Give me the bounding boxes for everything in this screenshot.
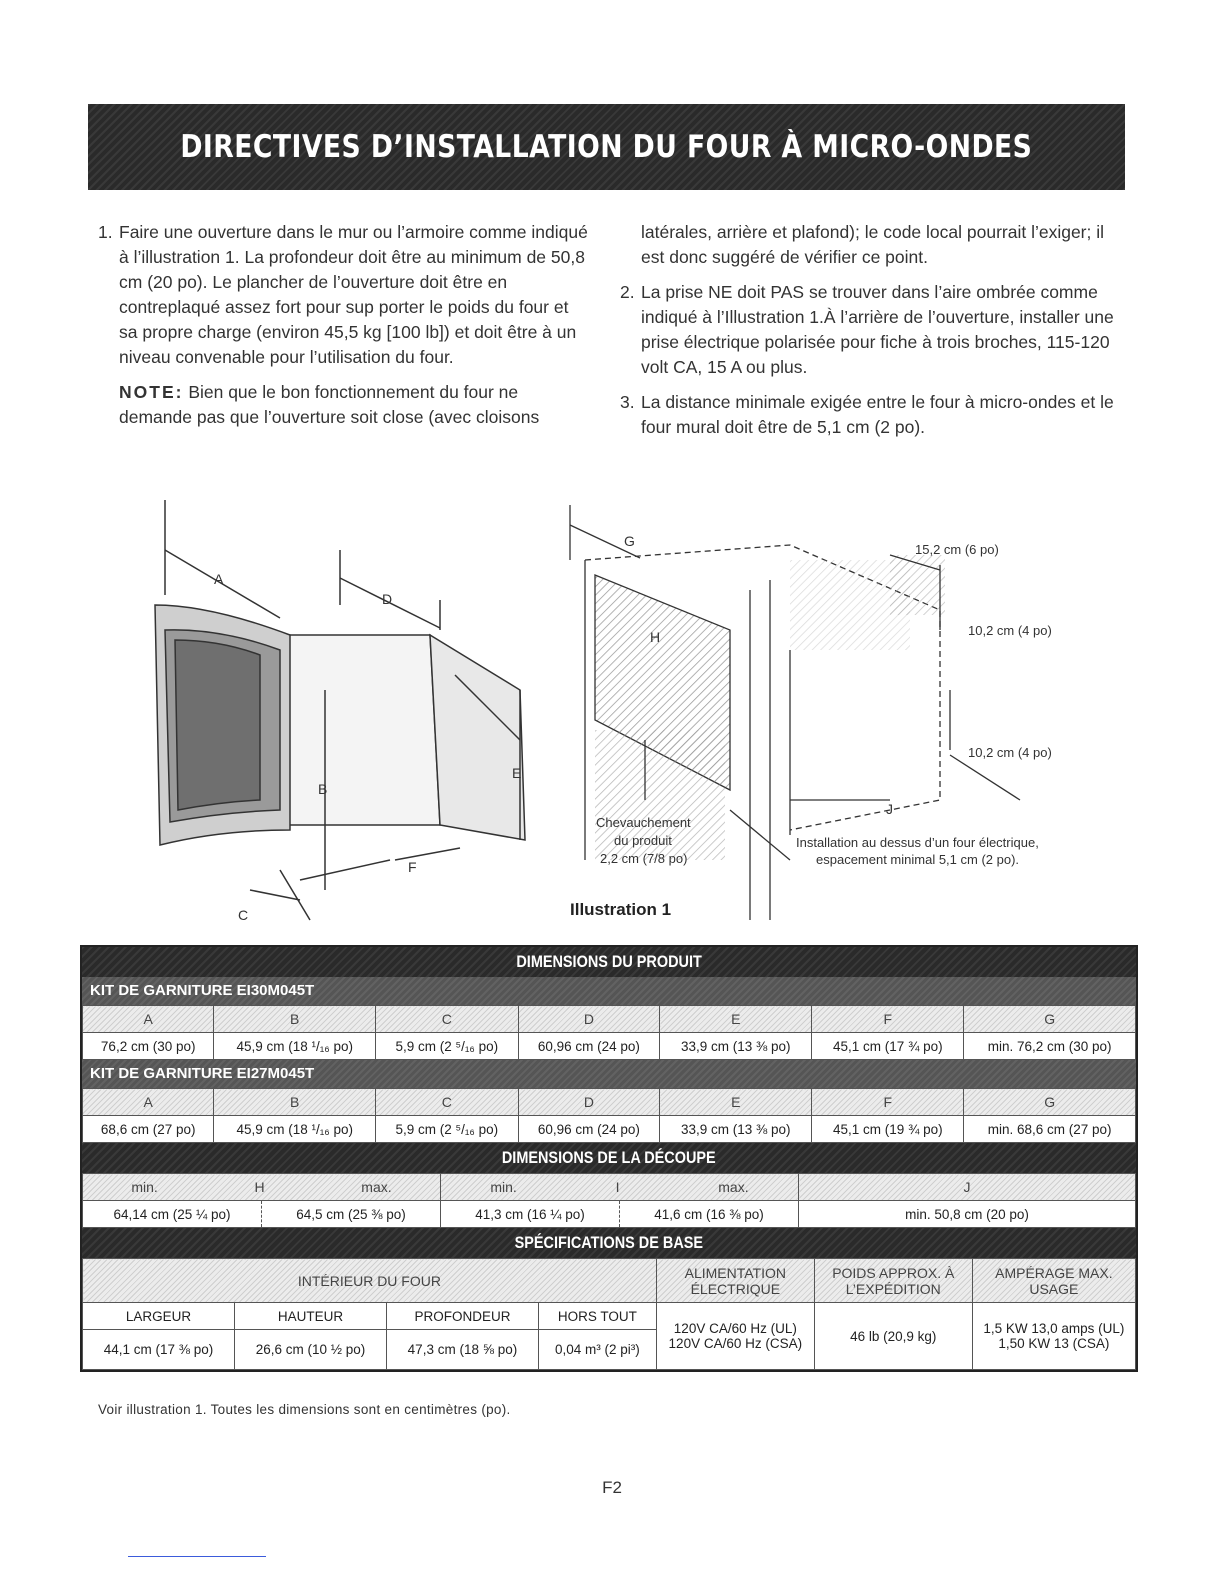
- col-header: HAUTEUR: [234, 1303, 386, 1330]
- note-label: NOTE:: [119, 382, 184, 402]
- kit-header: KIT DE GARNITURE EI27M045T: [82, 1060, 1136, 1088]
- kit-2-table: [82, 1088, 1136, 1143]
- installation-illustration: [130, 500, 1090, 930]
- table-cell: 64,5 cm (25 ⅜ po): [262, 1201, 441, 1228]
- dim-mid-label: 10,2 cm (4 po): [968, 623, 1052, 638]
- table-cell: 44,1 cm (17 ⅜ po): [83, 1330, 235, 1370]
- col-header: D: [518, 1006, 660, 1033]
- oven-drawing: [155, 500, 525, 920]
- kit-header: KIT DE GARNITURE EI30M045T: [82, 977, 1136, 1005]
- section-header-product-dims: DIMENSIONS DU PRODUIT: [82, 947, 1136, 977]
- specifications-table: [80, 945, 1138, 1372]
- col-header: E: [660, 1006, 812, 1033]
- col-header: C: [376, 1089, 519, 1116]
- link-underline: [128, 1556, 266, 1557]
- section-header-cutout-dims: DIMENSIONS DE LA DÉCOUPE: [82, 1143, 1136, 1173]
- title-banner: [88, 104, 1125, 190]
- col-header: A: [83, 1006, 214, 1033]
- table-cell: 64,14 cm (25 ¼ po): [83, 1201, 262, 1228]
- table-cell: 5,9 cm (2 ⁵/₁₆ po): [376, 1033, 519, 1060]
- weight-value: 46 lb (20,9 kg): [814, 1303, 972, 1370]
- page-title: DIRECTIVES D’INSTALLATION DU FOUR À MICRO-ONDES: [180, 129, 1033, 165]
- col-header: F: [812, 1089, 964, 1116]
- table-cell: 33,9 cm (13 ⅜ po): [660, 1033, 812, 1060]
- col-header: B: [214, 1089, 376, 1116]
- table-cell: 41,3 cm (16 ¼ po): [441, 1201, 620, 1228]
- instructions-right-column: [620, 220, 1128, 450]
- instructions-left-column: [98, 220, 588, 430]
- note-text: Bien que le bon fonctionnement du four ne demande pas que l’ouverture soit close (avec cloisons: [119, 382, 540, 427]
- col-header-j: J: [799, 1174, 1136, 1201]
- install-label-1: Installation au dessus d’un four électrique,: [796, 835, 1039, 850]
- col-header: E: [660, 1089, 812, 1116]
- table-cell: 5,9 cm (2 ⁵/₁₆ po): [376, 1116, 519, 1143]
- col-header-h: min. H max.: [83, 1174, 441, 1201]
- table-cell: 60,96 cm (24 po): [518, 1116, 660, 1143]
- table-cell: min. 76,2 cm (30 po): [964, 1033, 1136, 1060]
- label-e: E: [512, 765, 522, 781]
- item-number: 2.: [620, 282, 635, 302]
- col-header: LARGEUR: [83, 1303, 235, 1330]
- col-header: B: [214, 1006, 376, 1033]
- table-cell: 41,6 cm (16 ⅜ po): [620, 1201, 799, 1228]
- kit-1-table: [82, 1005, 1136, 1060]
- item-text: La distance minimale exigée entre le four à micro-ondes et le four mural doit être de 5,1 cm (2 po).: [641, 392, 1114, 437]
- weight-header: POIDS APPROX. À L’EXPÉDITION: [814, 1259, 972, 1303]
- table-cell: 26,6 cm (10 ½ po): [234, 1330, 386, 1370]
- note-continuation: latérales, arrière et plafond); le code local pourrait l’exiger; il est donc suggéré de vérifier ce point.: [641, 222, 1105, 267]
- amperage-header: AMPÉRAGE MAX. USAGE: [972, 1259, 1135, 1303]
- install-label-2: espacement minimal 5,1 cm (2 po).: [816, 852, 1020, 867]
- table-cell: min. 68,6 cm (27 po): [964, 1116, 1136, 1143]
- table-cell: 47,3 cm (18 ⅝ po): [386, 1330, 538, 1370]
- label-b: B: [318, 781, 328, 797]
- label-d: D: [382, 591, 393, 607]
- col-header: C: [376, 1006, 519, 1033]
- dim-top-label: 15,2 cm (6 po): [915, 542, 999, 557]
- table-cell: 45,9 cm (18 ¹/₁₆ po): [214, 1033, 376, 1060]
- label-a: A: [214, 571, 224, 587]
- section-header-base-specs: SPÉCIFICATIONS DE BASE: [82, 1228, 1136, 1258]
- table-cell: 45,1 cm (17 ¾ po): [812, 1033, 964, 1060]
- item-number: 1.: [98, 222, 113, 242]
- base-specs-table: [82, 1258, 1136, 1370]
- item-number: 3.: [620, 392, 635, 412]
- col-header: G: [964, 1089, 1136, 1116]
- table-cell: 0,04 m³ (2 pi³): [538, 1330, 656, 1370]
- instruction-item-2: [620, 280, 1128, 380]
- table-cell: 68,6 cm (27 po): [83, 1116, 214, 1143]
- item-text: La prise NE doit PAS se trouver dans l’aire ombrée comme indiqué à l’Illustration 1.À l’arrière de l’ouverture, installer une prise électrique polarisée pour fiche à trois broches, 115-120 volt CA, 15 A ou plus.: [641, 282, 1114, 377]
- table-cell: 60,96 cm (24 po): [518, 1033, 660, 1060]
- col-header: A: [83, 1089, 214, 1116]
- col-header-i: min. I max.: [441, 1174, 799, 1201]
- amperage-value: 1,5 KW 13,0 amps (UL) 1,50 KW 13 (CSA): [972, 1303, 1135, 1370]
- footnote: Voir illustration 1. Toutes les dimensions sont en centimètres (po).: [98, 1402, 511, 1417]
- cutout-table: [82, 1173, 1136, 1228]
- col-header: PROFONDEUR: [386, 1303, 538, 1330]
- label-f: F: [408, 859, 417, 875]
- power-value: 120V CA/60 Hz (UL) 120V CA/60 Hz (CSA): [656, 1303, 814, 1370]
- label-h: H: [650, 629, 661, 645]
- label-c: C: [238, 907, 249, 923]
- figure-caption: Illustration 1: [570, 900, 672, 919]
- overlap-label-3: 2,2 cm (7/8 po): [600, 851, 688, 866]
- dim-low-label: 10,2 cm (4 po): [968, 745, 1052, 760]
- col-header: F: [812, 1006, 964, 1033]
- table-cell: 33,9 cm (13 ⅜ po): [660, 1116, 812, 1143]
- instruction-item-3: [620, 390, 1128, 440]
- table-cell: 45,9 cm (18 ¹/₁₆ po): [214, 1116, 376, 1143]
- interior-header: INTÉRIEUR DU FOUR: [83, 1259, 657, 1303]
- col-header: D: [518, 1089, 660, 1116]
- col-header: G: [964, 1006, 1136, 1033]
- note: [98, 380, 588, 430]
- overlap-label-2: du produit: [614, 833, 672, 848]
- col-header: HORS TOUT: [538, 1303, 656, 1330]
- label-j: J: [886, 801, 893, 817]
- instruction-item-1: [98, 220, 588, 370]
- label-g: G: [624, 533, 635, 549]
- page-number: F2: [602, 1478, 622, 1497]
- table-cell: 45,1 cm (19 ¾ po): [812, 1116, 964, 1143]
- overlap-label-1: Chevauchement: [596, 815, 691, 830]
- table-cell: 76,2 cm (30 po): [83, 1033, 214, 1060]
- power-header: ALIMENTATION ÉLECTRIQUE: [656, 1259, 814, 1303]
- item-text: Faire une ouverture dans le mur ou l’armoire comme indiqué à l’illustration 1. La profondeur doit être au minimum de 50,8 cm (20 po). Le plancher de l’ouverture doit être en contreplaqué assez fort pour sup porter le poids du four et sa propre charge (environ 45,5 kg [100 lb]) et doit être à un niveau convenable pour l’utilisation du four.: [119, 222, 588, 367]
- table-cell: min. 50,8 cm (20 po): [799, 1201, 1136, 1228]
